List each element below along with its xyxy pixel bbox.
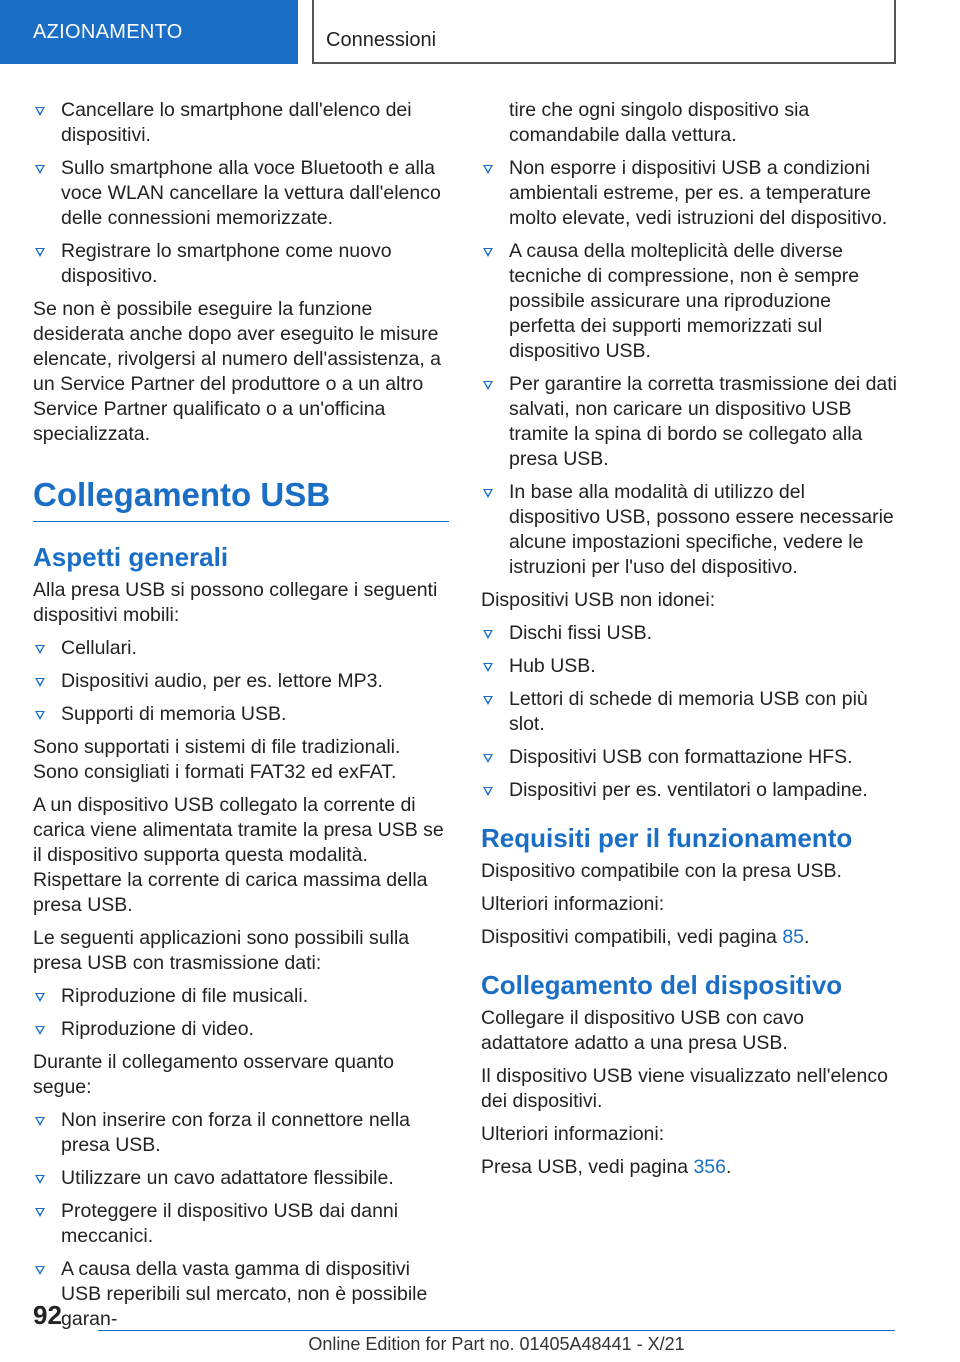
list-item-text: A causa della molteplicità delle diverse tecniche di compressione, non è sempre possibile assicurare una riproduzione perfetta dei supporti memorizzati sul dispositivo USB. <box>509 240 860 362</box>
list-item <box>481 778 897 803</box>
bullet-triangle-icon <box>35 107 45 116</box>
list-item-text: Supporti di memoria USB. <box>61 703 287 725</box>
page-number: 92 <box>33 1300 62 1330</box>
list-item <box>481 745 897 770</box>
list-item-text: Hub USB. <box>509 655 596 677</box>
paragraph: A un dispositivo USB collegato la corrente di carica viene alimentata tramite la presa USB se il dispositivo supporta questa modalità. Rispettare la corrente di carica massima della presa USB. <box>33 794 444 916</box>
bullet-triangle-icon <box>35 1026 45 1035</box>
list-item <box>33 669 449 694</box>
list-item <box>481 687 897 737</box>
bullet-triangle-icon <box>483 754 493 763</box>
list-item-continuation <box>481 98 897 148</box>
left-column <box>33 98 449 1340</box>
chapter-tab: AZIONAMENTO <box>0 0 298 64</box>
footer-divider <box>98 1330 895 1331</box>
heading-usb-connection: Collegamento USB <box>33 475 449 522</box>
bullet-triangle-icon <box>35 165 45 174</box>
list-item-text: In base alla modalità di utilizzo del dispositivo USB, possono essere necessarie alcune impostazioni specifiche, vedere le istruzioni per l'uso del dispositivo. <box>509 481 894 578</box>
list-item <box>481 372 897 472</box>
list-item-text: Dispositivi USB con formattazione HFS. <box>509 746 853 768</box>
list-item-text: Non esporre i dispositivi USB a condizioni ambientali estreme, per es. a temperature molto elevate, vedi istruzioni del dispositivo. <box>509 157 888 229</box>
page-link-85[interactable]: 85 <box>782 926 805 948</box>
bullet-triangle-icon <box>483 787 493 796</box>
paragraph <box>481 925 897 950</box>
bullet-triangle-icon <box>35 678 45 687</box>
paragraph: Ulteriori informazioni: <box>481 893 665 915</box>
list-item-text: tire che ogni singolo dispositivo sia comandabile dalla vettura. <box>509 99 810 146</box>
paragraph: Le seguenti applicazioni sono possibili sulla presa USB con trasmissione dati: <box>33 927 410 974</box>
list-item <box>33 636 449 661</box>
bullet-triangle-icon <box>35 711 45 720</box>
paragraph: Durante il collegamento osservare quanto segue: <box>33 1051 394 1098</box>
bullet-triangle-icon <box>35 1266 45 1275</box>
list-item-text: A causa della vasta gamma di dispositivi USB reperibili sul mercato, non è possibile garan- <box>61 1258 428 1330</box>
bullet-triangle-icon <box>483 489 493 498</box>
paragraph: Alla presa USB si possono collegare i seguenti dispositivi mobili: <box>33 579 438 626</box>
list-item <box>33 984 449 1009</box>
list-item <box>33 98 449 148</box>
bullet-triangle-icon <box>483 165 493 174</box>
paragraph: Sono supportati i sistemi di file tradizionali. Sono consigliati i formati FAT32 ed exFAT. <box>33 736 401 783</box>
list-item-text: Cancellare lo smartphone dall'elenco dei dispositivi. <box>61 99 412 146</box>
bullet-triangle-icon <box>35 993 45 1002</box>
bullet-triangle-icon <box>483 663 493 672</box>
footer-edition: Online Edition for Part no. 01405A48441 - X/21 <box>308 1334 685 1354</box>
list-item-text: Cellulari. <box>61 637 137 659</box>
paragraph-text: Dispositivi compatibili, vedi pagina <box>481 926 783 948</box>
heading-requirements: Requisiti per il funzionamento <box>481 823 853 853</box>
list-item-text: Utilizzare un cavo adattatore flessibile. <box>61 1167 394 1189</box>
bullet-triangle-icon <box>35 248 45 257</box>
list-item <box>33 1017 449 1042</box>
list-item-text: Sullo smartphone alla voce Bluetooth e alla voce WLAN cancellare la vettura dall'elenco delle connessioni memorizzate. <box>61 157 441 229</box>
list-item-text: Per garantire la corretta trasmissione dei dati salvati, non caricare un dispositivo USB tramite la spina di bordo se collegato alla presa USB. <box>509 373 898 470</box>
list-item <box>33 1166 449 1191</box>
list-item <box>481 621 897 646</box>
list-item <box>481 156 897 231</box>
paragraph-text: . <box>804 926 810 948</box>
paragraph-text: Presa USB, vedi pagina <box>481 1156 694 1178</box>
bullet-triangle-icon <box>483 696 493 705</box>
list-item-text: Riproduzione di file musicali. <box>61 985 309 1007</box>
list-item <box>33 1108 449 1158</box>
bullet-triangle-icon <box>35 1208 45 1217</box>
bullet-triangle-icon <box>35 1117 45 1126</box>
list-item <box>481 239 897 364</box>
right-column <box>481 98 897 1188</box>
list-item-text: Non inserire con forza il connettore nella presa USB. <box>61 1109 411 1156</box>
list-item <box>33 239 449 289</box>
paragraph <box>481 1155 897 1180</box>
list-item <box>481 654 897 679</box>
list-item-text: Riproduzione di video. <box>61 1018 254 1040</box>
list-item <box>481 480 897 580</box>
list-item <box>33 156 449 231</box>
list-item-text: Lettori di schede di memoria USB con più slot. <box>509 688 868 735</box>
heading-general: Aspetti generali <box>33 542 229 572</box>
paragraph: Ulteriori informazioni: <box>481 1123 665 1145</box>
bullet-triangle-icon <box>35 1175 45 1184</box>
list-item-text: Registrare lo smartphone come nuovo dispositivo. <box>61 240 392 287</box>
list-item <box>33 1257 449 1332</box>
list-item-text: Dispositivi audio, per es. lettore MP3. <box>61 670 383 692</box>
bullet-triangle-icon <box>483 381 493 390</box>
bullet-triangle-icon <box>35 645 45 654</box>
paragraph: Se non è possibile eseguire la funzione desiderata anche dopo aver eseguito le misure elencate, rivolgersi al numero dell'assistenza, a un Service Partner del produttore o a un altro Service Partner qualificato o a un'officina specializzata. <box>33 298 442 445</box>
paragraph: Il dispositivo USB viene visualizzato nell'elenco dei dispositivi. <box>481 1065 888 1112</box>
page-link-356[interactable]: 356 <box>693 1156 726 1178</box>
paragraph: Collegare il dispositivo USB con cavo adattatore adatto a una presa USB. <box>481 1007 804 1054</box>
paragraph-text: . <box>726 1156 732 1178</box>
paragraph: Dispositivo compatibile con la presa USB. <box>481 860 842 882</box>
paragraph: Dispositivi USB non idonei: <box>481 589 716 611</box>
list-item-text: Proteggere il dispositivo USB dai danni meccanici. <box>61 1200 399 1247</box>
list-item <box>33 1199 449 1249</box>
heading-device-connection: Collegamento del dispositivo <box>481 970 843 1000</box>
bullet-triangle-icon <box>483 248 493 257</box>
list-item <box>33 702 449 727</box>
list-item-text: Dispositivi per es. ventilatori o lampadine. <box>509 779 868 801</box>
list-item-text: Dischi fissi USB. <box>509 622 653 644</box>
section-title: Connessioni <box>312 0 896 64</box>
bullet-triangle-icon <box>483 630 493 639</box>
